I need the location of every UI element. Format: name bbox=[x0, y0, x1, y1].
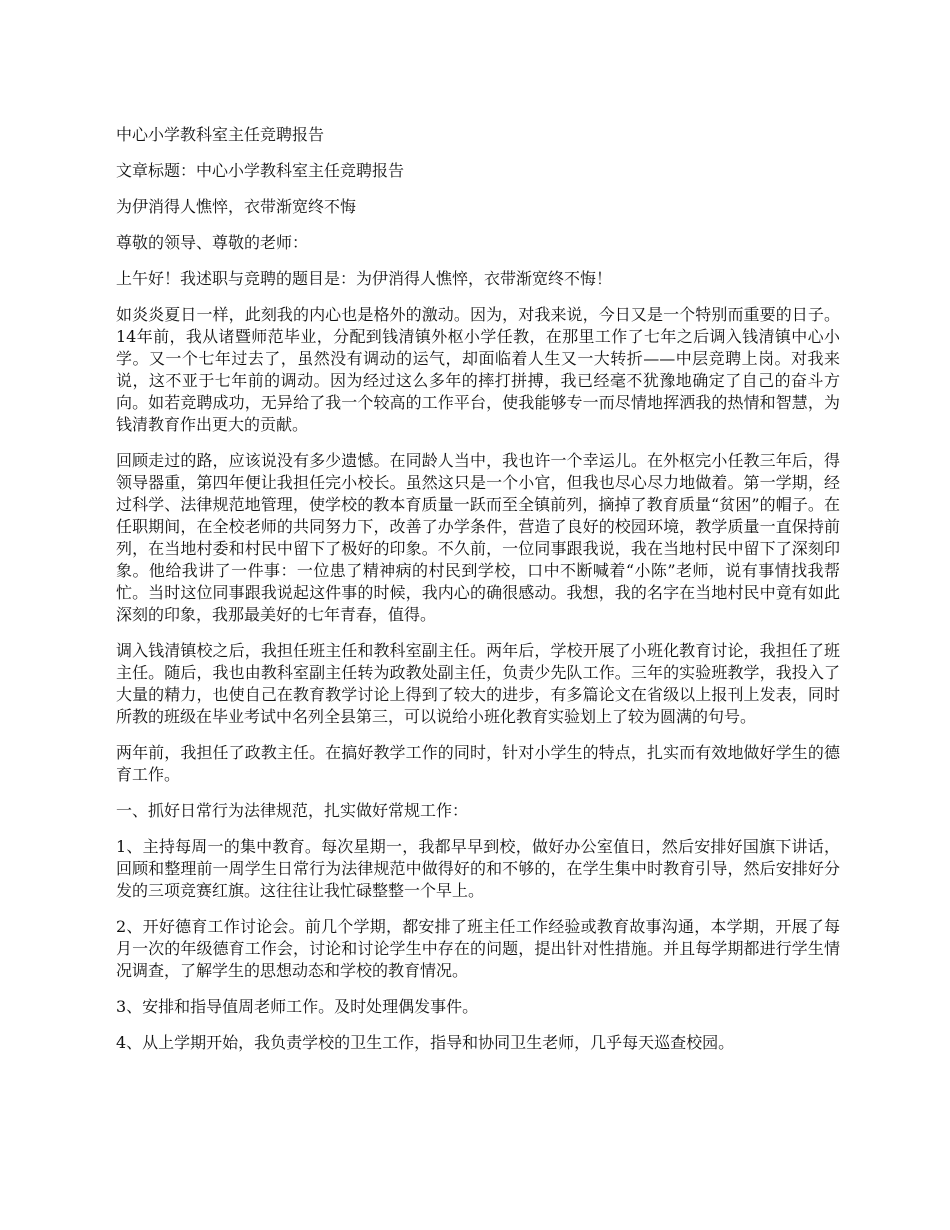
list-item: 1、主持每周一的集中教育。每次星期一，我都早早到校，做好办公室值日，然后安排好国旗下讲话，回顾和整理前一周学生日常行为法律规范中做得好的和不够的，在学生集中时教育引导，然后安排好分发的三项竞赛红旗。这往往让我忙碌整整一个早上。 bbox=[116, 837, 840, 900]
subtitle-line: 为伊消得人憔悴，衣带渐宽终不悔 bbox=[116, 197, 357, 216]
document-title: 中心小学教科室主任竞聘报告 bbox=[116, 125, 325, 144]
body-paragraph: 如炎炎夏日一样，此刻我的内心也是格外的激动。因为，对我来说，今日又是一个特别而重要的日子。14年前，我从诸暨师范毕业，分配到钱清镇外枢小学任教，在那里工作了七年之后调入钱清镇中心小学。又一个七年过去了，虽然没有调动的运气，却面临着人生又一大转折——中层竞聘上岗。对我来说，这不亚于七年前的调动。因为经过这么多年的摔打拼搏，我已经毫不犹豫地确定了自己的奋斗方向。如若竞聘成功，无异给了我一个较高的工作平台，使我能够专一而尽情地挥洒我的热情和智慧，为钱清教育作出更大的贡献。 bbox=[116, 305, 840, 434]
list-item: 4、从上学期开始，我负责学校的卫生工作，指导和协同卫生老师，几乎每天巡查校园。 bbox=[116, 1033, 735, 1052]
body-paragraph: 两年前，我担任了政教主任。在搞好教学工作的同时，针对小学生的特点，扎实而有效地做好学生的德育工作。 bbox=[116, 743, 840, 784]
list-item: 3、安排和指导值周老师工作。及时处理偶发事件。 bbox=[116, 997, 479, 1016]
body-paragraph: 调入钱清镇校之后，我担任班主任和教科室副主任。两年后，学校开展了小班化教育讨论，我担任了班主任。随后，我也由教科室副主任转为政教处副主任，负责少先队工作。三年的实验班教学，我投入了大量的精力，也使自己在教育教学讨论上得到了较大的进步，有多篇论文在省级以上报刊上发表，同时所教的班级在毕业考试中名列全县第三，可以说给小班化教育实验划上了较为圆满的句号。 bbox=[116, 641, 840, 726]
section-heading: 一、抓好日常行为法律规范，扎实做好常规工作： bbox=[116, 801, 469, 820]
document-body bbox=[116, 124, 840, 1068]
article-title-line: 文章标题：中心小学教科室主任竞聘报告 bbox=[116, 161, 405, 180]
salutation: 尊敬的领导、尊敬的老师： bbox=[116, 233, 309, 252]
list-item: 2、开好德育工作讨论会。前几个学期，都安排了班主任工作经验或教育故事沟通，本学期，开展了每月一次的年级德育工作会，讨论和讨论学生中存在的问题，提出针对性措施。并且每学期都进行学生情况调查，了解学生的思想动态和学校的教育情况。 bbox=[116, 917, 840, 980]
body-paragraph: 回顾走过的路，应该说没有多少遗憾。在同龄人当中，我也许一个幸运儿。在外枢完小任教三年后，得领导器重，第四年便让我担任完小校长。虽然这只是一个小官，但我也尽心尽力地做着。第一学期，经过科学、法律规范地管理，使学校的教本育质量一跃而至全镇前列，摘掉了教育质量“贫困”的帽子。在任职期间，在全校老师的共同努力下，改善了办学条件，营造了良好的校园环境，教学质量一直保持前列，在当地村委和村民中留下了极好的印象。不久前，一位同事跟我说，我在当地村民中留下了深刻印象。他给我讲了一件事：一位患了精神病的村民到学校，口中不断喊着“小陈”老师，说有事情找我帮忙。当时这位同事跟我说起这件事的时候，我内心的确很感动。我想，我的名字在当地村民中竟有如此深刻的印象，我那最美好的七年青春，值得。 bbox=[116, 451, 840, 624]
greeting-paragraph: 上午好！我述职与竞聘的题目是：为伊消得人憔悴，衣带渐宽终不悔！ bbox=[116, 269, 613, 288]
